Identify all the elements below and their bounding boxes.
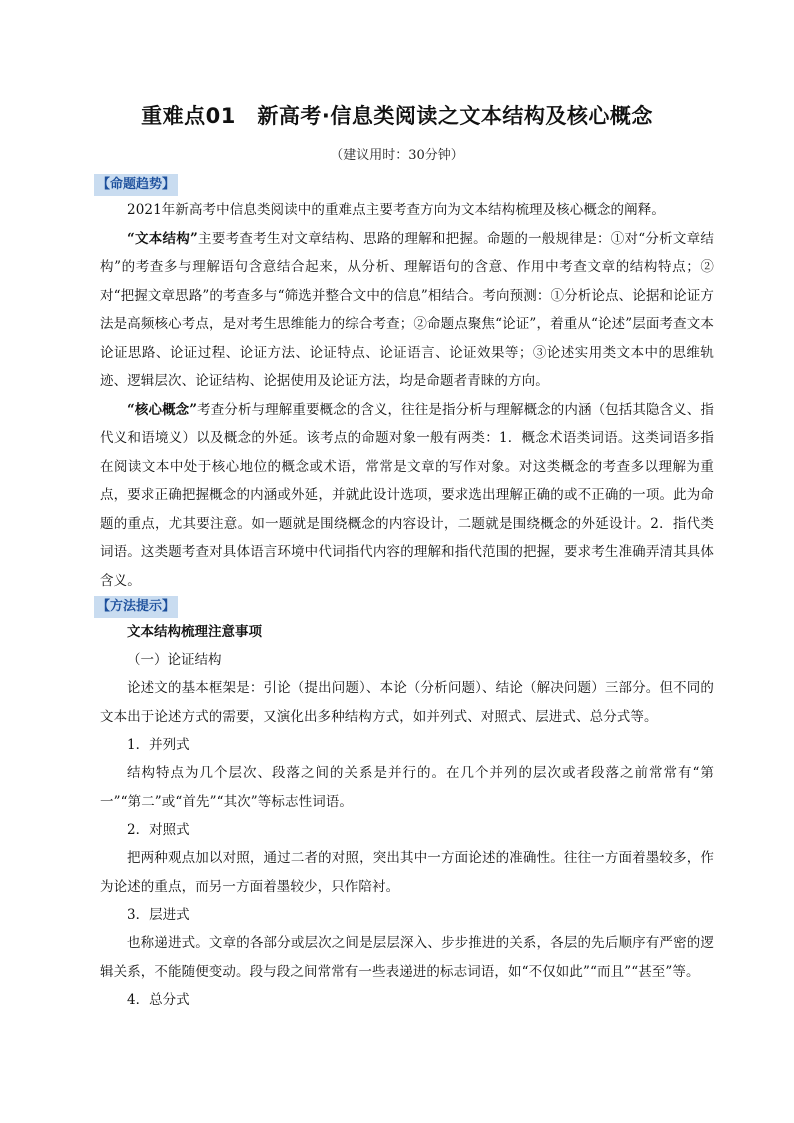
- method-subheading: （一）论证结构: [127, 652, 222, 668]
- trend-paragraph-2: [100, 225, 714, 396]
- term-text-structure: “文本结构”: [127, 230, 198, 247]
- structure-item-text: 结构特点为几个层次、段落之间的关系是并行的。在几个并列的层次或者段落之前常常有“第一”“第二”或“首先”“其次”等标志性词语。: [100, 765, 714, 810]
- trend-paragraph-2-text: 主要考查考生对文章结构、思路的理解和把握。命题的一般规律是：①对“分析文章结构”的考查多与理解语句含意结合起来，从分析、理解语句的含意、作用中考查文章的结构特点；②对“把握文章思路”的考查多与“筛选并整合文中的信息”相结合。考向预测：①分析论点、论据和论证方法是高频核心考点，是对考生思维能力的综合考查；②命题点聚焦“论证”，着重从“论述”层面考查文本论证思路、论证过程、论证方法、论证特点、论证语言、论证效果等；③论述实用类文本中的思维轨迹、逻辑层次、论证结构、论据使用及论证方法，均是命题者青睐的方向。: [100, 230, 714, 389]
- structure-item-title: 3．层进式: [127, 907, 190, 923]
- trend-paragraph-3-text: 考查分析与理解重要概念的含义，往往是指分析与理解概念的内涵（包括其隐含义、指代义和语境义）以及概念的外延。该考点的命题对象一般有两类：1．概念术语类词语。这类词语多指在阅读文本中处于核心地位的概念或术语，常常是文章的写作对象。对这类概念的考查多以理解为重点，要求正确把握概念的内涵或外延，并就此设计选项，要求选出理解正确的或不正确的一项。此为命题的重点，尤其要注意。如一题就是围绕概念的内容设计，二题就是围绕概念的外延设计。2．指代类词语。这类题考查对具体语言环境中代词指代内容的理解和指代范围的把握，要求考生准确弄清其具体含义。: [100, 401, 714, 589]
- trend-paragraph-3: [100, 396, 714, 596]
- document-body: [97, 173, 714, 1014]
- method-intro: 论述文的基本框架是：引论（提出问题）、本论（分析问题）、结论（解决问题）三部分。但不同的文本出于论述方式的需要，又演化出多种结构方式，如并列式、对照式、层进式、总分式等。: [100, 680, 714, 725]
- structure-item-title: 1．并列式: [127, 737, 190, 753]
- page-title: 重难点01 新高考·信息类阅读之文本结构及核心概念: [141, 104, 653, 128]
- structure-item-text: 也称递进式。文章的各部分或层次之间是层层深入、步步推进的关系，各层的先后顺序有严密的逻辑关系，不能随便变动。段与段之间常常有一些表递进的标志词语，如“不仅如此”“而且”“甚至”等。: [100, 935, 714, 980]
- time-suggestion: （建议用时：30分钟）: [330, 148, 464, 163]
- section-label-trend: 【命题趋势】: [94, 174, 178, 196]
- method-heading: 文本结构梳理注意事项: [127, 624, 262, 640]
- term-core-concept: “核心概念”: [127, 401, 198, 418]
- structure-item-title: 2．对照式: [127, 822, 190, 838]
- section-label-method: 【方法提示】: [94, 596, 178, 618]
- structure-item-text: 把两种观点加以对照，通过二者的对照，突出其中一方面论述的准确性。往往一方面着墨较多，作为论述的重点，而另一方面着墨较少，只作陪衬。: [100, 850, 714, 895]
- trend-paragraph-1: 2021年新高考中信息类阅读中的重难点主要考查方向为文本结构梳理及核心概念的阐释。: [127, 202, 665, 218]
- structure-item-title: 4．总分式: [127, 992, 190, 1008]
